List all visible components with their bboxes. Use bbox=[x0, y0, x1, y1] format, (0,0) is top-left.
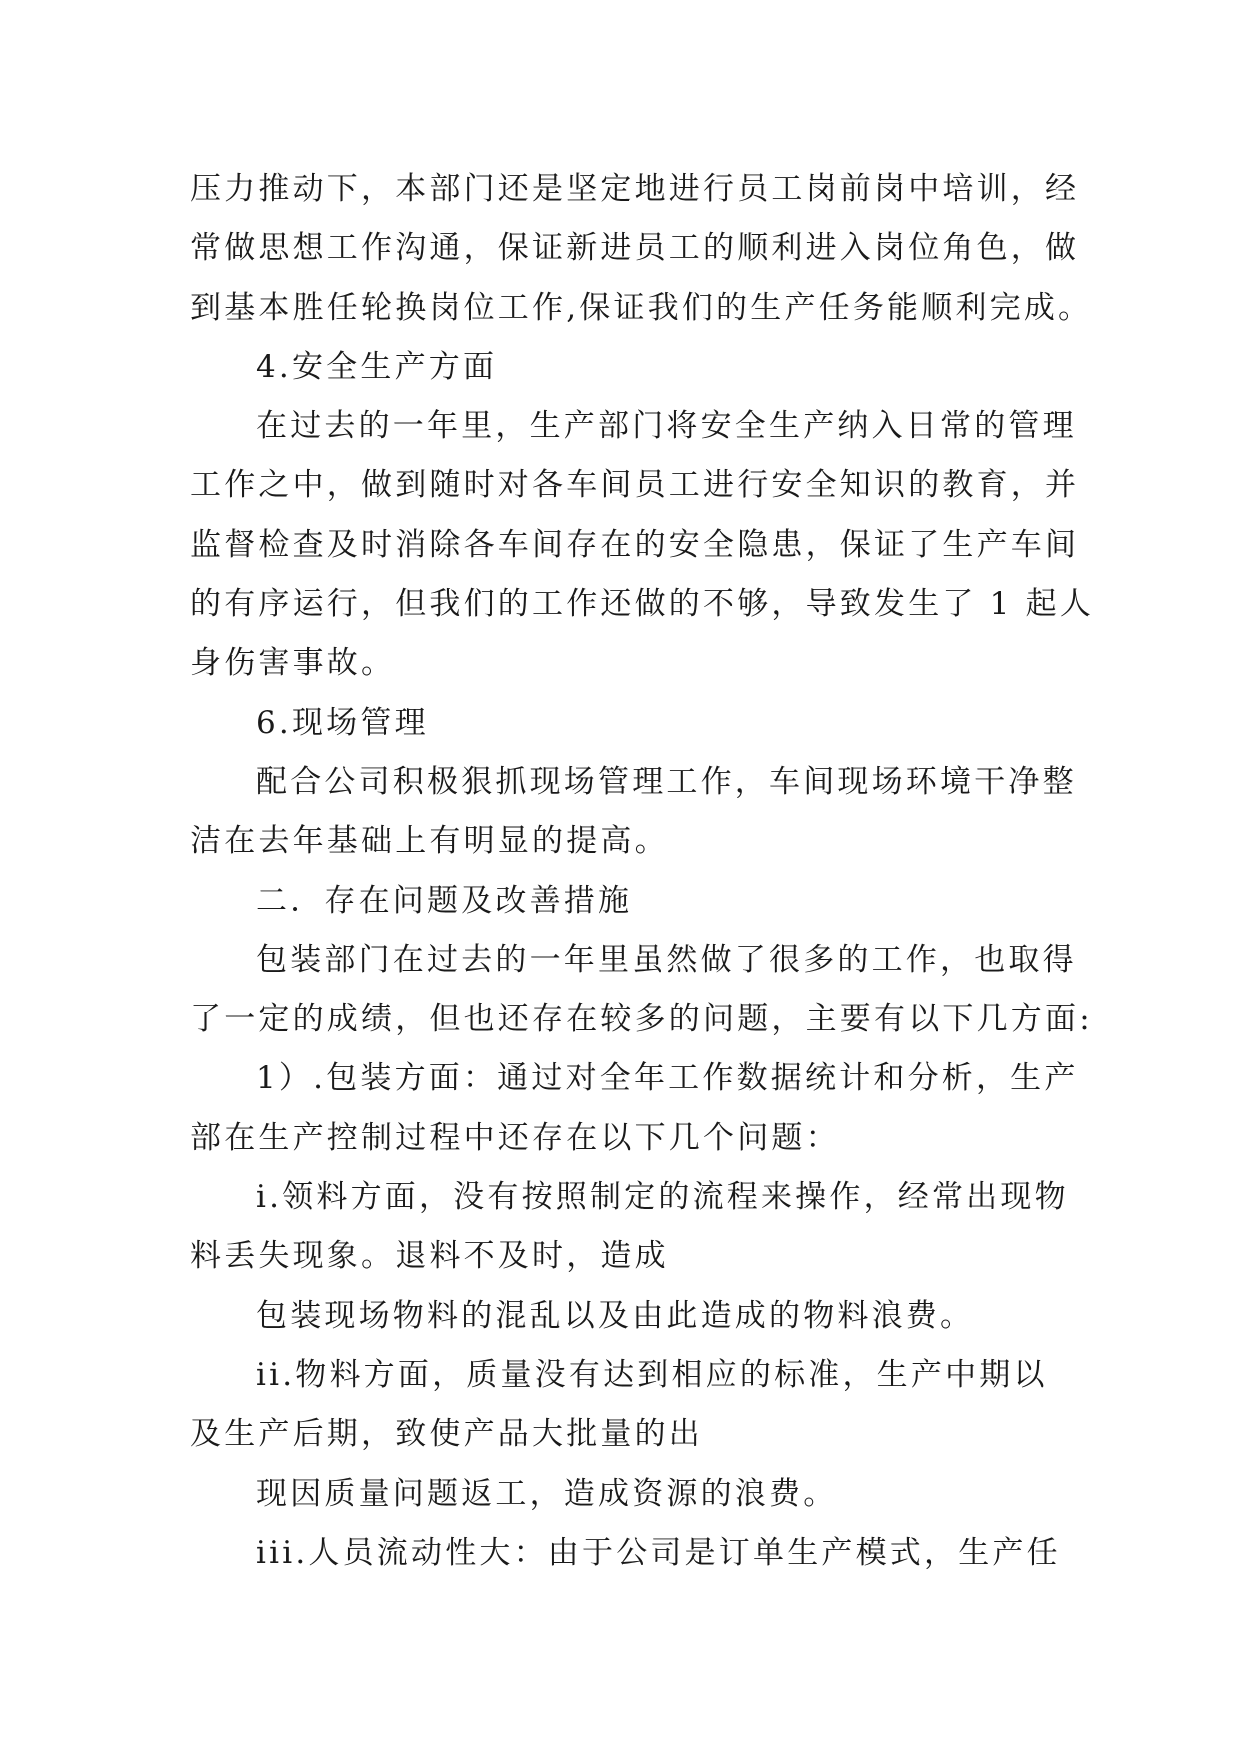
text-line: 1）.包装方面：通过对全年工作数据统计和分析，生产 bbox=[256, 1060, 1079, 1097]
text-line: 洁在去年基础上有明显的提高。 bbox=[190, 823, 669, 860]
text-line: 压力推动下，本部门还是坚定地进行员工岗前岗中培训，经 bbox=[190, 171, 1080, 207]
body-text bbox=[190, 160, 1095, 1583]
text-line: 部在生产控制过程中还存在以下几个问题： bbox=[190, 1119, 840, 1156]
text-line: 4.安全生产方面 bbox=[256, 348, 498, 385]
text-line: 二．存在问题及改善措施 bbox=[256, 882, 633, 919]
text-line: 在过去的一年里，生产部门将安全生产纳入日常的管理 bbox=[256, 408, 1077, 445]
text-line: i.领料方面，没有按照制定的流程来操作，经常出现物 bbox=[256, 1179, 1069, 1216]
text-line: 料丢失现象。退料不及时，造成 bbox=[190, 1238, 669, 1275]
text-line: 包装现场物料的混乱以及由此造成的物料浪费。 bbox=[256, 1297, 975, 1334]
text-line: ii.物料方面，质量没有达到相应的标准，生产中期以 bbox=[256, 1356, 1048, 1393]
text-line: 6.现场管理 bbox=[256, 704, 429, 741]
text-line: 常做思想工作沟通，保证新进员工的顺利进入岗位角色，做 bbox=[190, 230, 1080, 267]
text-line: 现因质量问题返工，造成资源的浪费。 bbox=[256, 1475, 838, 1512]
text-line: 的有序运行，但我们的工作还做的不够，导致发生了 1 起人 bbox=[190, 586, 1095, 623]
text-line: iii.人员流动性大：由于公司是订单生产模式，生产任 bbox=[256, 1534, 1061, 1571]
text-line: 到基本胜任轮换岗位工作,保证我们的生产任务能顺利完成。 bbox=[190, 289, 1093, 326]
text-line: 工作之中，做到随时对各车间员工进行安全知识的教育，并 bbox=[190, 467, 1080, 504]
text-line: 身伤害事故。 bbox=[190, 645, 396, 682]
text-line: 配合公司积极狠抓现场管理工作，车间现场环境干净整 bbox=[256, 763, 1077, 800]
text-line: 监督检查及时消除各车间存在的安全隐患，保证了生产车间 bbox=[190, 526, 1080, 563]
text-line: 了一定的成绩，但也还存在较多的问题，主要有以下几方面: bbox=[190, 1001, 1093, 1038]
text-line: 包装部门在过去的一年里虽然做了很多的工作，也取得 bbox=[256, 941, 1077, 978]
text-line: 及生产后期，致使产品大批量的出 bbox=[190, 1416, 703, 1453]
